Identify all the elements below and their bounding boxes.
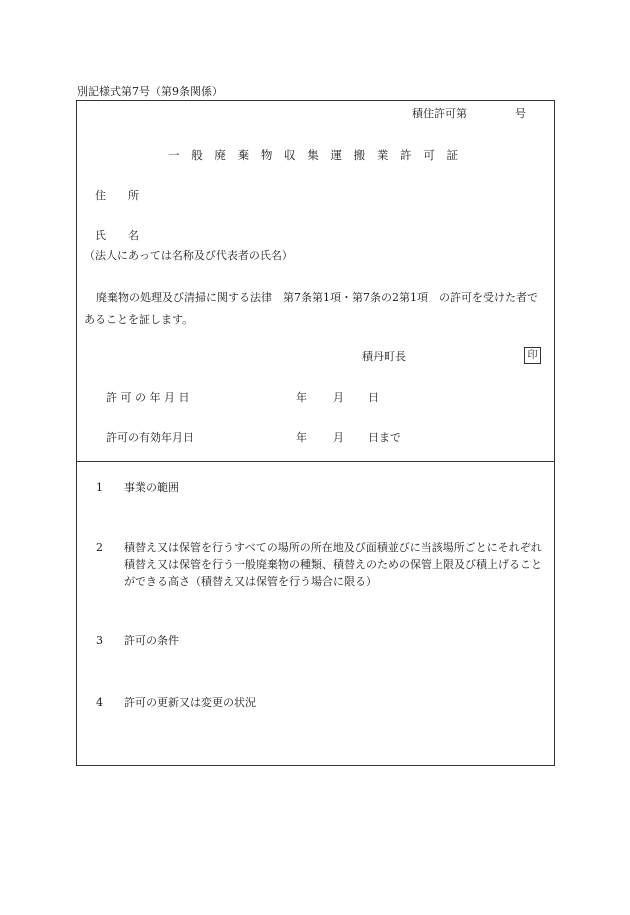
seal-stamp: 印 <box>524 347 541 364</box>
expiry-date-month: 月 <box>333 431 344 444</box>
permit-number-line <box>412 108 526 119</box>
certificate-title <box>0 150 630 162</box>
list-item <box>96 632 552 649</box>
item-text: 許可の更新又は変更の状況 <box>124 696 256 709</box>
permit-number-prefix: 積住許可第 <box>412 107 467 120</box>
name-note: （法人にあっては名称及び代表者の氏名） <box>84 249 293 262</box>
permit-date-label: 許 可 の 年 月 日 <box>106 391 190 404</box>
permit-date-month: 月 <box>333 391 344 404</box>
item-number: 3 <box>96 634 103 647</box>
item-text: 積替え又は保管を行うすべての場所の所在地及び面積並びに当該場所ごとにそれぞれ積替え又は保管を行う一般廃棄物の種類、積替えのための保管上限及び積上げることができる高さ（積替え又は保管を行う場合に限る） <box>124 541 542 588</box>
permit-number-suffix: 号 <box>515 107 526 120</box>
form-number-label: 別記様式第7号（第9条関係） <box>77 85 223 98</box>
name-label: 氏 名 <box>95 229 139 242</box>
item-number: 4 <box>96 696 103 709</box>
list-item <box>96 479 552 496</box>
permit-date-day: 日 <box>368 391 379 404</box>
item-text: 事業の範囲 <box>124 481 179 494</box>
issuer-name: 積丹町長 <box>362 350 406 363</box>
list-item <box>96 539 552 590</box>
item-number: 2 <box>96 541 103 554</box>
expiry-date-year: 年 <box>296 431 307 444</box>
permit-date-year: 年 <box>296 391 307 404</box>
certificate-lower-section <box>76 461 555 766</box>
certification-statement: 廃棄物の処理及び清掃に関する法律 第7条第1項・第7条の2第1項 の許可を受けた者であることを証します。 <box>84 291 538 326</box>
item-number: 1 <box>96 481 103 494</box>
expiry-date-day: 日まで <box>368 431 401 444</box>
list-item <box>96 694 552 711</box>
item-text: 許可の条件 <box>124 634 179 647</box>
expiry-date-label: 許可の有効年月日 <box>106 431 194 444</box>
address-label: 住 所 <box>95 189 139 202</box>
certificate-title-text: 一 般 廃 棄 物 収 集 運 搬 業 許 可 証 <box>168 148 462 162</box>
